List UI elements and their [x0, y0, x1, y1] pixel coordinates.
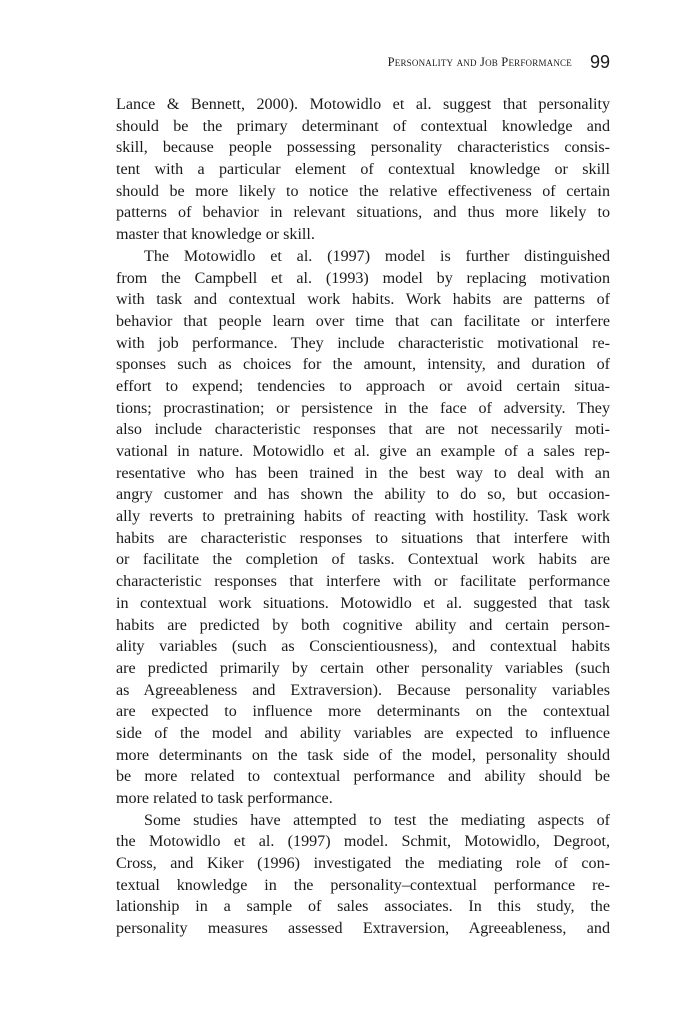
text-line: vational in nature. Motowidlo et al. give an example of a sales rep-: [116, 443, 610, 460]
page-number: 99: [589, 52, 610, 72]
body-text: [116, 94, 610, 940]
text-line: patterns of behavior in relevant situations, and thus more likely to: [116, 204, 610, 222]
text-line: ally reverts to pretraining habits of reacting with hostility. Task work: [116, 508, 610, 526]
text-line: should be more likely to notice the relative effectiveness of certain: [116, 182, 610, 200]
text-line: Some studies have attempted to test the mediating aspects of: [144, 811, 610, 829]
text-line: tions; procrastination; or persistence in the face of adversity. They: [116, 399, 610, 417]
text-line: from the Campbell et al. (1993) model by replacing motivation: [116, 269, 610, 287]
text-line: The Motowidlo et al. (1997) model is further distinguished: [144, 247, 610, 265]
text-line: or facilitate the completion of tasks. Contextual work habits are: [116, 551, 610, 569]
text-line: tent with a particular element of contextual knowledge or skill: [116, 161, 610, 179]
text-line: Cross, and Kiker (1996) investigated the mediating role of con-: [116, 855, 610, 873]
paragraph: [116, 246, 610, 810]
text-line: lationship in a sample of sales associates. In this study, the: [116, 898, 610, 916]
text-line: be more related to contextual performance and ability should be: [116, 768, 610, 786]
text-line: ality variables (such as Conscientiousness), and contextual habits: [116, 638, 610, 656]
text-line: effort to expend; tendencies to approach or avoid certain situa-: [116, 377, 610, 395]
text-line: personality measures assessed Extraversion, Agreeableness, and: [116, 920, 610, 938]
text-line: Lance & Bennett, 2000). Motowidlo et al. suggest that personality: [116, 96, 610, 113]
text-line: are expected to influence more determinants on the contextual: [116, 703, 610, 721]
text-line: with job performance. They include characteristic motivational re-: [116, 334, 610, 352]
paragraph: [116, 94, 610, 246]
text-line: habits are characteristic responses to situations that interfere with: [116, 529, 610, 547]
text-line: the Motowidlo et al. (1997) model. Schmit, Motowidlo, Degroot,: [116, 833, 610, 851]
running-header: [116, 52, 610, 73]
text-line: as Agreeableness and Extraversion). Because personality variables: [116, 681, 610, 699]
text-line: resentative who has been trained in the best way to deal with an: [116, 464, 610, 482]
text-line: sponses such as choices for the amount, intensity, and duration of: [116, 356, 610, 374]
text-line: also include characteristic responses that are not necessarily moti-: [116, 421, 610, 439]
running-title: Personality and Job Performance: [387, 55, 572, 69]
text-line: are predicted primarily by certain other personality variables (such: [116, 659, 610, 677]
text-line: side of the model and ability variables are expected to influence: [116, 724, 610, 742]
text-line: characteristic responses that interfere with or facilitate performance: [116, 573, 610, 591]
text-line: master that knowledge or skill.: [116, 226, 315, 244]
text-line: habits are predicted by both cognitive ability and certain person-: [116, 616, 610, 634]
text-line: more related to task performance.: [116, 790, 333, 807]
text-line: should be the primary determinant of contextual knowledge and: [116, 117, 610, 135]
text-line: with task and contextual work habits. Work habits are patterns of: [116, 291, 610, 309]
text-line: more determinants on the task side of the model, personality should: [116, 746, 610, 764]
text-line: behavior that people learn over time that can facilitate or interfere: [116, 312, 610, 330]
text-line: skill, because people possessing personality characteristics consis-: [116, 139, 610, 157]
paragraph: [116, 810, 610, 940]
text-line: angry customer and has shown the ability to do so, but occasion-: [116, 486, 610, 504]
text-line: in contextual work situations. Motowidlo et al. suggested that task: [116, 594, 610, 612]
text-line: textual knowledge in the personality–contextual performance re-: [116, 876, 610, 894]
